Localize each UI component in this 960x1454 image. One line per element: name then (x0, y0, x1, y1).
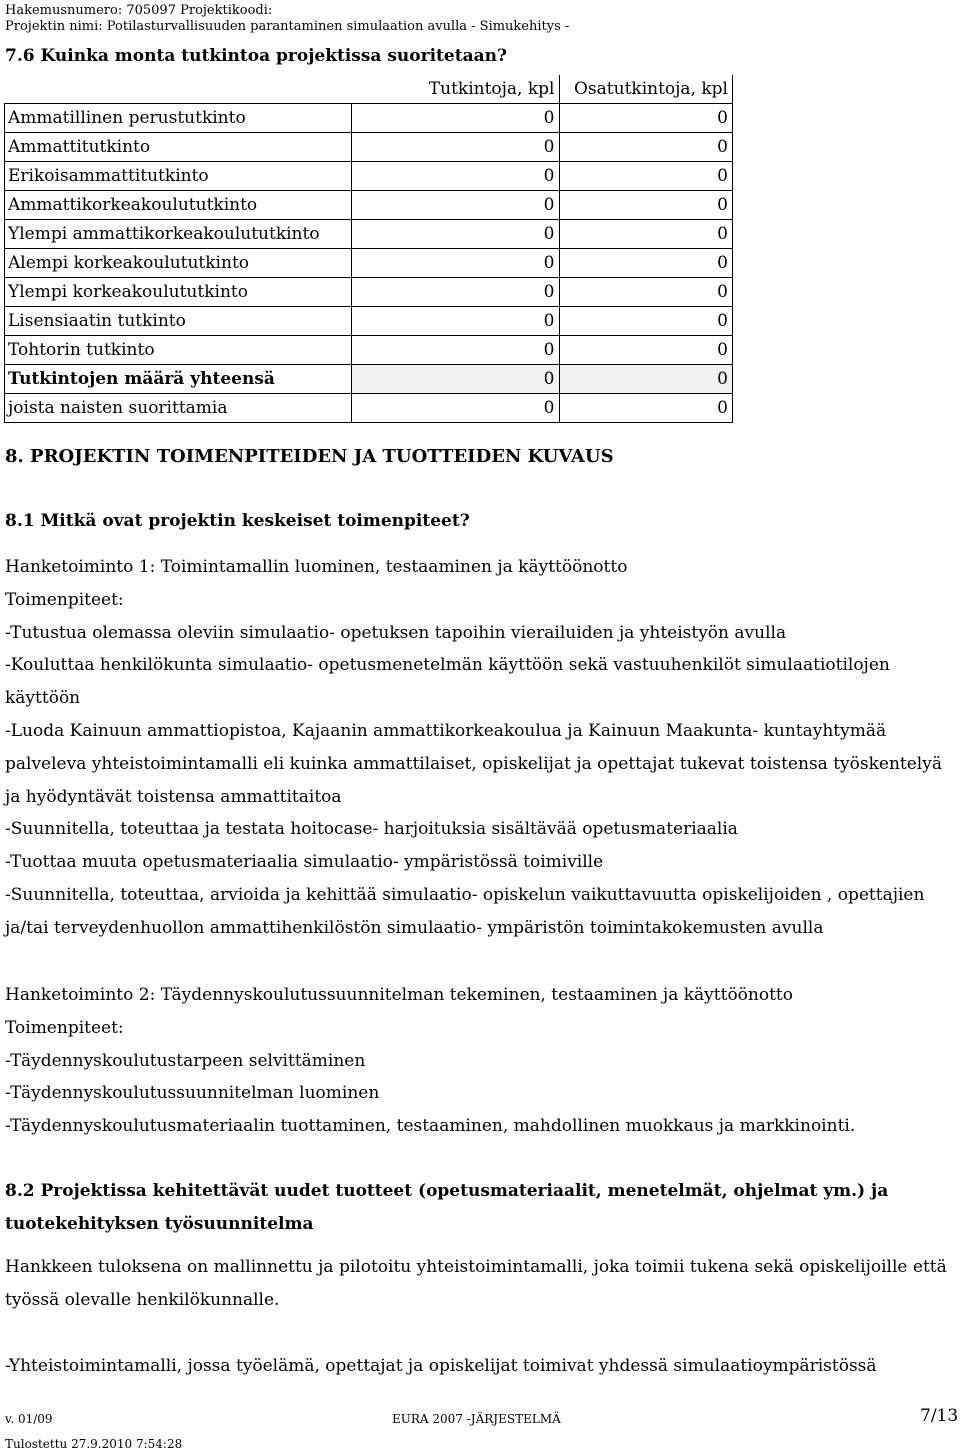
partial-degrees-value: 0 (559, 104, 733, 133)
degrees-value: 0 (352, 278, 560, 307)
partial-degrees-value: 0 (559, 278, 733, 307)
table-header-row (5, 75, 733, 104)
paragraph-line: -Suunnitella, toteuttaa, arvioida ja kehittää simulaatio- opiskelun vaikuttavuutta opiskelijoiden , opettajien ja/tai terveydenhuollon ammattihenkilöstön simulaatio- ympäristön toimintakokemusten avulla (5, 884, 925, 938)
partial-degrees-value: 0 (559, 191, 733, 220)
table-row (5, 162, 733, 191)
partial-degrees-value: 0 (559, 162, 733, 191)
section-8-2-title: 8.2 Projektissa kehitettävät uudet tuotteet (opetusmateriaalit, menetelmät, ohjelmat ym.) ja tuotekehityksen työsuunnitelma (5, 1181, 889, 1234)
empty-header-cell (5, 75, 352, 104)
activity-1-text (5, 551, 955, 945)
paragraph-line: Hanketoiminto 2: Täydennyskoulutussuunnitelman tekeminen, testaaminen ja käyttöönotto (5, 985, 794, 1005)
paragraph-line: -Luoda Kainuun ammattiopistoa, Kajaanin ammattikorkeakoulua ja Kainuun Maakunta- kuntayhtymää palveleva yhteistoimintamalli eli kuinka ammattilaiset, opiskelijat ja opettajat tukevat toistensa työskentelyä ja hyödyntävät toistensa ammattitaitoa (5, 720, 942, 807)
page-header (5, 3, 569, 35)
footer-system: EURA 2007 -JÄRJESTELMÄ (392, 1412, 561, 1426)
total-row (5, 365, 733, 394)
women-degrees-value: 0 (352, 394, 560, 423)
total-label: Tutkintojen määrä yhteensä (5, 365, 352, 394)
paragraph-line: -Suunnitella, toteuttaa ja testata hoitocase- harjoituksia sisältävää opetusmateriaalia (5, 819, 738, 840)
degrees-value: 0 (352, 336, 560, 365)
table-row (5, 278, 733, 307)
paragraph-line: -Tutustua olemassa oleviin simulaatio- opetuksen tapoihin vierailuiden ja yhteistyön avulla (5, 622, 787, 643)
row-label: Ammattikorkeakoulututkinto (5, 191, 352, 220)
row-label: Tohtorin tutkinto (5, 336, 352, 365)
women-row (5, 394, 733, 423)
partial-degrees-value: 0 (559, 307, 733, 336)
women-partial-degrees-value: 0 (559, 394, 733, 423)
degrees-value: 0 (352, 249, 560, 278)
table-row (5, 249, 733, 278)
paragraph-line: Toimenpiteet: (5, 589, 124, 610)
row-label: Ammattitutkinto (5, 133, 352, 162)
partial-degrees-value: 0 (559, 336, 733, 365)
partial-degrees-value: 0 (559, 220, 733, 249)
row-label: Ylempi korkeakoulututkinto (5, 278, 352, 307)
paragraph-line: Toimenpiteet: (5, 1017, 124, 1038)
footer-version: v. 01/09 (5, 1412, 53, 1426)
degrees-value: 0 (352, 220, 560, 249)
activity-2-text (5, 979, 955, 1143)
row-label: Ammatillinen perustutkinto (5, 104, 352, 133)
paragraph-line: -Kouluttaa henkilökunta simulaatio- opetusmenetelmän käyttöön sekä vastuuhenkilöt simulaatiotilojen käyttöön (5, 655, 890, 709)
row-label: Alempi korkeakoulututkinto (5, 249, 352, 278)
table-row (5, 220, 733, 249)
degrees-value: 0 (352, 162, 560, 191)
table-row (5, 307, 733, 336)
table-row (5, 191, 733, 220)
section-8-title: 8. PROJEKTIN TOIMENPITEIDEN JA TUOTTEIDEN KUVAUS (5, 446, 614, 467)
table-row (5, 133, 733, 162)
project-name: Projektin nimi: Potilasturvallisuuden parantaminen simulaation avulla - Simukehitys - (5, 19, 570, 34)
paragraph-line: -Täydennyskoulutustarpeen selvittäminen (5, 1050, 366, 1071)
results-paragraph: Hankkeen tuloksena on mallinnettu ja pilotoitu yhteistoimintamalli, joka toimii tukena sekä opiskelijoille että työssä olevalle henkilökunnalle. (5, 1257, 947, 1310)
degrees-value: 0 (352, 104, 560, 133)
application-number: Hakemusnumero: 705097 Projektikoodi: (5, 3, 273, 18)
women-label: joista naisten suorittamia (5, 394, 352, 423)
total-degrees-value: 0 (352, 365, 560, 394)
col-header-partial-degrees: Osatutkintoja, kpl (559, 75, 733, 104)
row-label: Erikoisammattitutkinto (5, 162, 352, 191)
paragraph-line: -Täydennyskoulutusmateriaalin tuottaminen, testaaminen, mahdollinen muokkaus ja markkinointi. (5, 1116, 856, 1137)
section-8-1-title: 8.1 Mitkä ovat projektin keskeiset toimenpiteet? (5, 511, 470, 531)
total-partial-degrees-value: 0 (559, 365, 733, 394)
table-row (5, 336, 733, 365)
partial-degrees-value: 0 (559, 133, 733, 162)
col-header-degrees: Tutkintoja, kpl (352, 75, 560, 104)
degrees-value: 0 (352, 307, 560, 336)
degrees-table (4, 75, 733, 423)
row-label: Lisensiaatin tutkinto (5, 307, 352, 336)
degrees-value: 0 (352, 191, 560, 220)
paragraph-line: -Tuottaa muuta opetusmateriaalia simulaatio- ympäristössä toimiville (5, 852, 604, 873)
section-7-6-title: 7.6 Kuinka monta tutkintoa projektissa suoritetaan? (5, 46, 507, 66)
paragraph-line: -Täydennyskoulutussuunnitelman luominen (5, 1083, 380, 1104)
footer-printed-date: Tulostettu 27.9.2010 7:54:28 (5, 1437, 183, 1451)
footer-page-number: 7/13 (920, 1406, 959, 1426)
table-row (5, 104, 733, 133)
paragraph-line: Hanketoiminto 1: Toimintamallin luominen, testaaminen ja käyttöönotto (5, 557, 628, 577)
degrees-value: 0 (352, 133, 560, 162)
cooperation-model-line: -Yhteistoimintamalli, jossa työelämä, opettajat ja opiskelijat toimivat yhdessä simulaatioympäristössä (5, 1356, 877, 1376)
row-label: Ylempi ammattikorkeakoulututkinto (5, 220, 352, 249)
partial-degrees-value: 0 (559, 249, 733, 278)
